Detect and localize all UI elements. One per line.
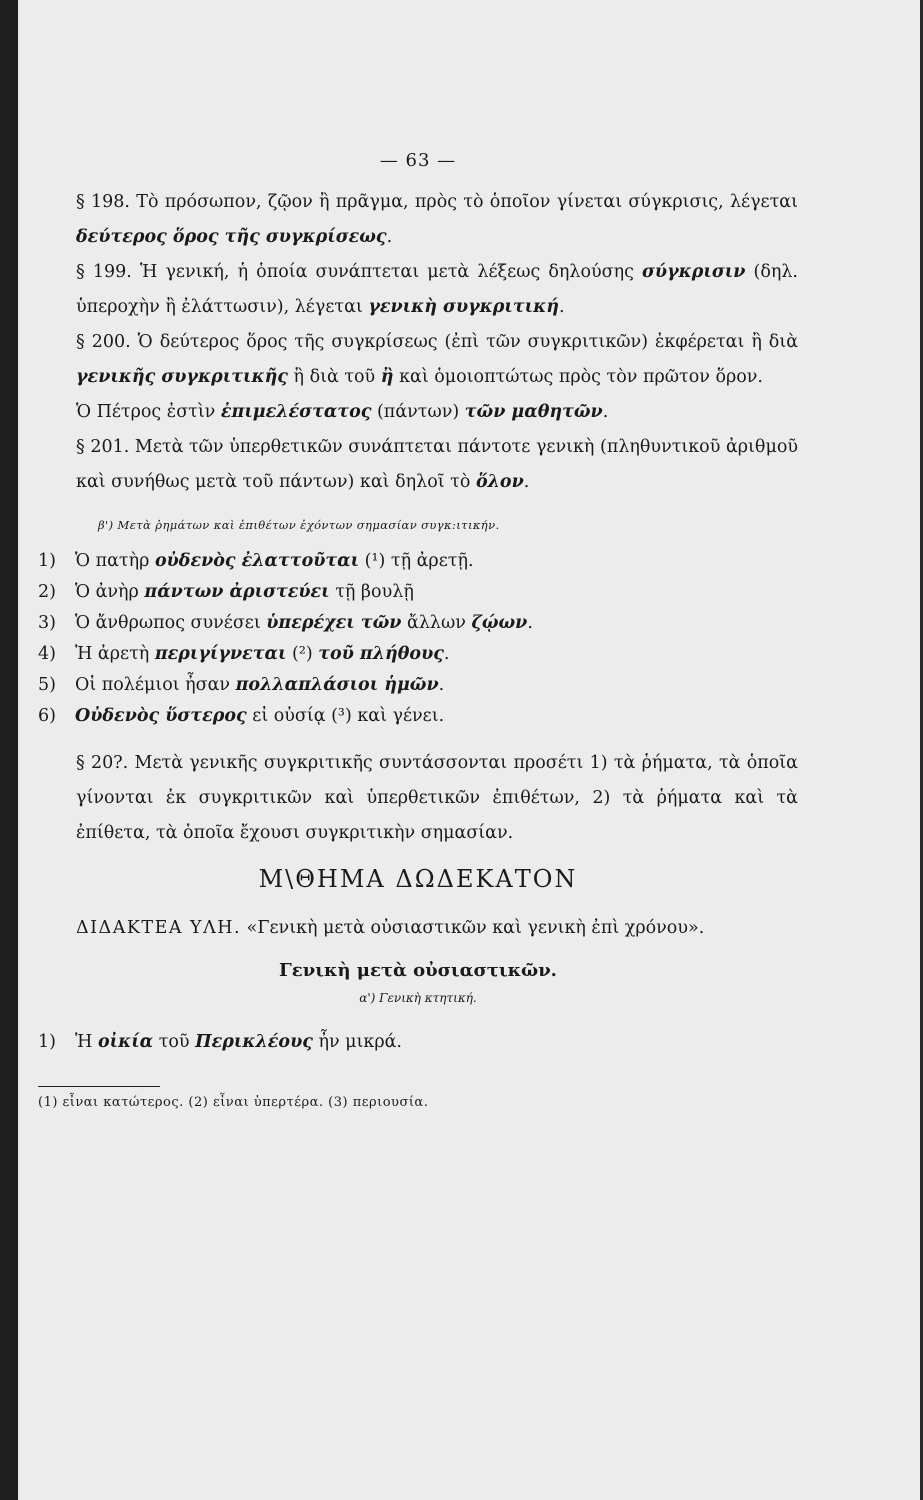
footnote-divider bbox=[38, 1086, 160, 1087]
example-pericles: 1) Ἡ οἰκία τοῦ Περικλέους ἦν μικρά. bbox=[38, 1032, 402, 1052]
footnotes: (1) εἶναι κατώτερος. (2) εἶναι ὑπερτέρα. (3) περιουσία. bbox=[38, 1095, 429, 1110]
paragraph-201: § 201. Μετὰ τῶν ὑπερθετικῶν συνάπτεται πάντοτε γενικὴ (πληθυντικοῦ ἀριθμοῦ καὶ συνήθως μετὰ τοῦ πάντων) καὶ δηλοῖ τὸ ὅλον. bbox=[76, 437, 798, 492]
section-number: § 198. bbox=[76, 192, 130, 212]
examples-list bbox=[38, 546, 798, 732]
bold-term: ὅλον bbox=[475, 472, 524, 492]
list-item: 3) Ὁ ἄνθρωπος συνέσει ὑπερέχει τῶν ἄλλων ζῴων. bbox=[38, 613, 533, 633]
bold-term: σύγκρισιν bbox=[642, 262, 746, 282]
section-number: § 201. bbox=[76, 437, 130, 457]
bold-term: ἐπιμελέστατος bbox=[220, 402, 372, 422]
list-item: 1) Ὁ πατὴρ οὐδενὸς ἐλαττοῦται (¹) τῇ ἀρετῇ. bbox=[38, 551, 474, 571]
page-content bbox=[38, 150, 798, 1110]
list-item: 2) Ὁ ἀνὴρ πάντων ἀριστεύει τῇ βουλῇ bbox=[38, 582, 414, 602]
paragraph-200: § 200. Ὁ δεύτερος ὅρος τῆς συγκρίσεως (ἐπὶ τῶν συγκριτικῶν) ἐκφέρεται ἢ διὰ γενικῆς συγκριτικῆς ἢ διὰ τοῦ ἢ καὶ ὁμοιοπτώτως πρὸς τὸν πρῶτον ὅρον. bbox=[76, 332, 799, 387]
didaktea-label: ΔΙΔΑΚΤΕΑ ΥΛΗ. bbox=[76, 918, 242, 938]
bold-term: γενικὴ συγκριτική bbox=[368, 297, 559, 317]
bold-term: δεύτερος ὅρος τῆς συγκρίσεως bbox=[76, 227, 387, 247]
page-number: — 63 — bbox=[379, 150, 457, 171]
bold-term: γενικῆς συγκριτικῆς bbox=[76, 367, 288, 387]
section-title: Γενικὴ μετὰ οὐσιαστικῶν. bbox=[279, 960, 557, 981]
list-item: 6) Οὐδενὸς ὕστερος εἰ οὐσίᾳ (³) καὶ γένει. bbox=[38, 706, 445, 726]
section-number: § 200. bbox=[76, 332, 131, 352]
bold-term: ἢ bbox=[380, 367, 394, 387]
didaktea-paragraph: ΔΙΔΑΚΤΕΑ ΥΛΗ. «Γενικὴ μετὰ οὐσιαστικῶν καὶ γενικὴ ἐπὶ χρόνου». bbox=[76, 918, 705, 938]
list-item: 4) Ἡ ἀρετὴ περιγίγνεται (²) τοῦ πλήθους. bbox=[38, 644, 450, 664]
bold-term: τῶν μαθητῶν bbox=[464, 402, 603, 422]
subheading-alpha: α') Γενικὴ κτητική. bbox=[359, 991, 477, 1005]
paragraph-199: § 199. Ἡ γενική, ἡ ὁποία συνάπτεται μετὰ λέξεως δηλούσης σύγκρισιν (δηλ. ὑπεροχὴν ἢ ἐλάττωσιν), λέγεται γενικὴ συγκριτική. bbox=[76, 262, 798, 317]
example-petros: Ὁ Πέτρος ἐστὶν ἐπιμελέστατος (πάντων) τῶν μαθητῶν. bbox=[76, 402, 609, 422]
section-number: § 20?. bbox=[76, 753, 129, 773]
section-number: § 199. bbox=[76, 262, 132, 282]
list-item: 5) Οἱ πολέμιοι ἦσαν πολλαπλάσιοι ἡμῶν. bbox=[38, 675, 445, 695]
paragraph-202: § 20?. Μετὰ γενικῆς συγκριτικῆς συντάσσονται προσέτι 1) τὰ ῥήματα, τὰ ὁποῖα γίνονται ἐκ συγκριτικῶν καὶ ὑπερθετικῶν ἐπιθέτων, 2) τὰ ῥήματα καὶ τὰ ἐπίθετα, τὰ ὁποῖα ἔχουσι συγκριτικὴν σημασίαν. bbox=[76, 753, 798, 843]
subheading-beta: β') Μετὰ ῥημάτων καὶ ἐπιθέτων ἐχόντων σημασίαν συγκ:ιτικήν. bbox=[98, 518, 500, 532]
scan-border-left bbox=[0, 0, 18, 1500]
lesson-title: Μ\ΘΗΜΑ ΔΩΔΕΚΑΤΟΝ bbox=[258, 865, 578, 893]
paragraph-198: § 198. Τὸ πρόσωπον, ζῷον ἢ πρᾶγμα, πρὸς τὸ ὁποῖον γίνεται σύγκρισις, λέγεται δεύτερος ὅρος τῆς συγκρίσεως. bbox=[76, 192, 798, 247]
